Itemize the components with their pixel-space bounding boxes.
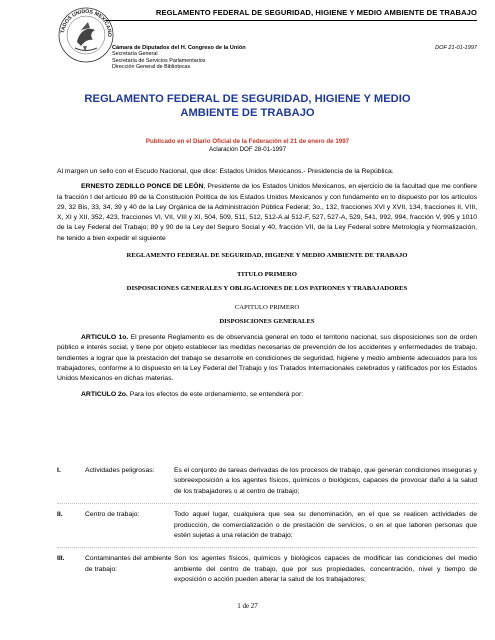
institution-name: Cámara de Diputados del H. Congreso de la Unión [112,45,246,51]
running-header-title: REGLAMENTO FEDERAL DE SEGURIDAD, HIGIENE Y MEDIO AMBIENTE DE TRABAJO [155,8,477,17]
mexican-coat-of-arms-seal-icon [57,6,115,64]
article-2 [57,390,477,400]
definition-number: II. [57,511,63,519]
article-1-text: El presente Reglamento es de observancia general en todo el territorio nacional, sus disposiciones son de orden público e interés social, y tiene por objeto establecer las medidas necesarias de prevención de los accidentes y enfermedades de trabajo, tendientes a lograr que la prestación del trabajo se desarrolle en condiciones de seguridad, higiene y medio ambiente adecuados para los trabajadores, conforme a lo dispuesto en la Ley Federal del Trabajo y los Tratados Internacionales celebrados y ratificados por los Estados Unidos Mexicanos en dichas materias. [57,334,477,383]
definition-row [57,466,477,497]
titulo-name: DISPOSICIONES GENERALES Y OBLIGACIONES DE LOS PATRONES Y TRABAJADORES [126,285,408,293]
document-body [57,167,477,405]
definition-number: III. [57,555,65,563]
institution-block [112,45,246,71]
article-1-label: ARTICULO 1o. [81,334,129,342]
definition-term: Centro de trabajo: [85,511,140,519]
publication-note: Publicado en el Diario Oficial de la Federación el 21 de enero de 1997 [145,138,350,145]
definitions-list [57,466,477,592]
president-paragraph [57,182,477,244]
regulation-heading: REGLAMENTO FEDERAL DE SEGURIDAD, HIGIENE Y MEDIO AMBIENTE DE TRABAJO [126,252,408,260]
header-rule [106,20,477,21]
president-text: , Presidente de los Estados Unidos Mexicanos, en ejercicio de la facultad que me confiere la fracción I del artículo 89 de la Constitución Política de los Estados Unidos Mexicanos y con fundamento en lo dispuesto por los artículos 29, 32 Bis, 33, 34, 39 y 40 de la Ley Orgánica de la Administración Pública Federal; 3o., 132, fracciones XVI y XVII, 134, fracciones II, VIII, X, XI y XII, 352, 423, fracciones VI, VII, VIII y XI, 504, 509, 511, 512, 512-A al 512-F, 527, 527-A, 529, 541, 992, 994, fracción V, 995 y 1010 de la Ley Federal del Trabajo; 89 y 90 de la Ley del Seguro Social y 40, fracción VII, de la Ley Federal sobre Metrología y Normalización, he tenido a bien expedir el siguiente [57,183,477,242]
definition-text: Son los agentes físicos, químicos y biológicos capaces de modificar las condiciones del medio ambiente del centro de trabajo, que por sus propiedades, concentración, nivel y tiempo de exposición o acción pueden alterar la salud de los trabajadores; [174,555,477,584]
definition-text: Todo aquel lugar, cualquiera que sea su denominación, en el que se realicen actividades de producción, de comercialización o de prestación de servicios, o en el que laboren personas que estén sujetas a una relación de trabajo; [174,511,477,540]
article-2-text: Para los efectos de este ordenamiento, se entenderá por: [127,390,304,398]
institution-line: Dirección General de Bibliotecas [112,64,191,71]
definition-row [57,510,477,541]
document-title: REGLAMENTO FEDERAL DE SEGURIDAD, HIGIENE Y MEDIO AMBIENTE DE TRABAJO [84,93,411,119]
preamble-paragraph: Al margen un sello con el Escudo Nacional, que dice: Estados Unidos Mexicanos.- Presidencia de la República. [57,168,394,175]
definition-term: Actividades peligrosas: [85,467,155,474]
institution-line: Secretaría de Servicios Parlamentarios [112,57,206,64]
seal-text: TADOS UNIDOS MEXICANO [60,8,113,37]
definition-number: I. [57,467,61,474]
titulo-heading: TITULO PRIMERO [236,270,297,278]
dof-date: DOF 21-01-1997 [435,45,477,51]
article-2-label: ARTICULO 2o. [81,390,128,398]
clarification-note: Aclaración DOF 28-01-1997 [208,146,287,153]
president-name: ERNESTO ZEDILLO PONCE DE LEÓN [81,183,204,191]
definition-row [57,554,477,585]
definition-divider [57,547,477,548]
definition-term: Contaminantes del ambiente de trabajo: [85,555,172,573]
definition-text: Es el conjunto de tareas derivadas de los procesos de trabajo, que generan condiciones inseguras y sobreexposición a los agentes físicos, químicos o biológicos, capaces de provocar daño a la salud de los trabajadores o al centro de trabajo; [174,467,477,495]
institution-line: Secretaría General [112,51,158,58]
article-1 [57,333,477,384]
capitulo-heading: CAPITULO PRIMERO [234,303,300,311]
capitulo-name: DISPOSICIONES GENERALES [219,318,315,326]
definition-divider [57,503,477,504]
page-number: 1 de 27 [237,602,258,610]
